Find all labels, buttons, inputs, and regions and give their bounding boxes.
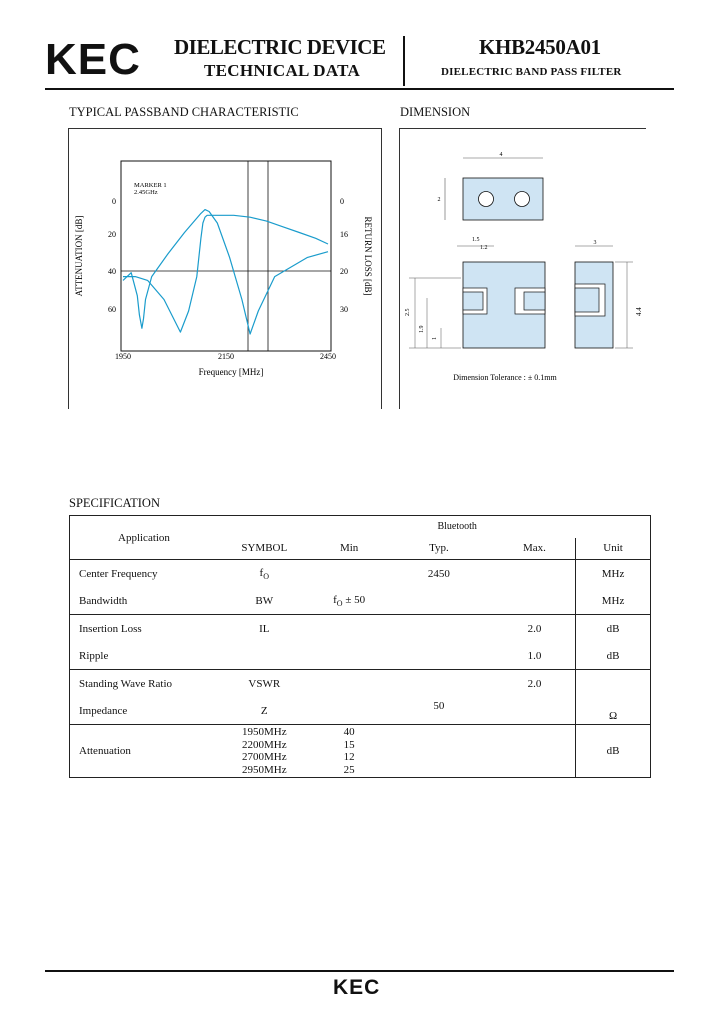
y-tick-left: 0 bbox=[112, 197, 116, 206]
attenuation-freq: 2950MHz bbox=[241, 763, 287, 776]
x-tick: 2450 bbox=[320, 352, 336, 361]
dimension-section-title: DIMENSION bbox=[400, 105, 471, 119]
series-layer bbox=[123, 210, 328, 334]
row-max: 2.0 bbox=[527, 677, 542, 690]
row-min bbox=[314, 643, 384, 670]
row-name: Bandwidth bbox=[70, 588, 215, 615]
attenuation-min: 25 bbox=[343, 763, 355, 776]
row-unit bbox=[576, 670, 651, 698]
kec-logo: KEC bbox=[45, 35, 141, 84]
row-max: 2.0 bbox=[527, 622, 542, 635]
part-number: KHB2450A01 bbox=[479, 35, 601, 59]
marker-label-2: 2.45GHz bbox=[134, 189, 158, 196]
row-typ bbox=[384, 670, 494, 698]
y-tick-right: 30 bbox=[340, 305, 348, 314]
table-row bbox=[70, 643, 651, 670]
application-value: Bluetooth bbox=[214, 516, 650, 538]
table-row bbox=[70, 670, 651, 698]
row-min-prefix: f bbox=[333, 593, 337, 606]
row-max bbox=[494, 560, 576, 588]
row-typ: 2450 bbox=[427, 567, 450, 580]
row-min bbox=[314, 698, 384, 725]
dimension-tolerance: Dimension Tolerance : ± 0.1mm bbox=[453, 373, 557, 382]
row-symbol bbox=[214, 643, 314, 670]
table-row bbox=[70, 698, 651, 725]
dim-pad2: 1.2 bbox=[480, 245, 488, 251]
row-unit: dB bbox=[576, 615, 651, 643]
part-description: DIELECTRIC BAND PASS FILTER bbox=[441, 66, 622, 78]
x-axis-label: Frequency [MHz] bbox=[198, 367, 264, 377]
row-min bbox=[314, 670, 384, 698]
row-name: Standing Wave Ratio bbox=[70, 670, 215, 698]
row-typ bbox=[384, 615, 494, 643]
attenuation-freqs bbox=[214, 725, 314, 778]
header-min: Min bbox=[339, 542, 359, 555]
passband-chart bbox=[68, 128, 380, 408]
y-tick-right: 16 bbox=[340, 230, 348, 239]
row-max bbox=[494, 698, 576, 725]
spec-table bbox=[69, 515, 651, 778]
dimension-drawing bbox=[399, 128, 645, 408]
row-typ bbox=[384, 643, 494, 670]
dim-front-h2: 1.9 bbox=[419, 325, 425, 333]
attenuation-min: 12 bbox=[343, 751, 355, 763]
header-symbol: SYMBOL bbox=[241, 542, 288, 555]
row-typ: 50 bbox=[433, 699, 445, 712]
row-name: Ripple bbox=[70, 643, 215, 670]
spec-section-title: SPECIFICATION bbox=[69, 496, 160, 510]
table-row bbox=[70, 588, 651, 615]
row-min bbox=[314, 615, 384, 643]
dim-front-h1: 2.5 bbox=[405, 308, 411, 316]
document-subtitle: TECHNICAL DATA bbox=[204, 61, 361, 80]
dim-side-height: 4.4 bbox=[635, 307, 643, 316]
table-row bbox=[70, 615, 651, 643]
row-unit: dB bbox=[576, 725, 651, 778]
table-row bbox=[70, 725, 651, 778]
dim-top-height: 2 bbox=[437, 197, 441, 203]
table-row bbox=[70, 560, 651, 588]
y-tick-left: 60 bbox=[108, 305, 116, 314]
row-typ bbox=[384, 588, 494, 615]
row-name: Insertion Loss bbox=[70, 615, 215, 643]
y-tick-right: 20 bbox=[340, 267, 348, 276]
header-divider bbox=[403, 36, 405, 86]
dim-side-width: 3 bbox=[593, 240, 597, 246]
document-title: DIELECTRIC DEVICE bbox=[174, 35, 386, 59]
row-unit: MHz bbox=[576, 588, 651, 615]
row-max: 1.0 bbox=[527, 649, 542, 662]
top-view-body bbox=[463, 178, 543, 220]
row-name: Center Frequency bbox=[70, 560, 215, 588]
row-max bbox=[494, 588, 576, 615]
y-axis-label-left: ATTENUATION [dB] bbox=[74, 215, 84, 297]
y-tick-right: 0 bbox=[340, 197, 344, 206]
attenuation-min: 40 bbox=[343, 726, 355, 738]
attenuation-mins bbox=[314, 725, 384, 778]
header-max: Max. bbox=[522, 542, 546, 555]
series-line-2 bbox=[123, 210, 328, 334]
y-axis-label-right: RETURN LOSS [dB] bbox=[363, 216, 373, 296]
row-min-sub: O bbox=[336, 598, 343, 608]
x-tick: 2150 bbox=[218, 352, 234, 361]
application-label: Application bbox=[70, 516, 215, 560]
attenuation-freq: 2200MHz bbox=[241, 738, 287, 751]
top-view-hole-2 bbox=[515, 192, 530, 207]
row-unit: Ω bbox=[576, 698, 651, 725]
marker-label-1: MARKER 1 bbox=[134, 182, 167, 189]
row-symbol: IL bbox=[259, 622, 270, 635]
row-symbol: BW bbox=[255, 594, 274, 607]
row-min bbox=[314, 560, 384, 588]
dim-top-width: 4 bbox=[499, 152, 503, 158]
header-unit: Unit bbox=[576, 538, 651, 560]
dim-front-h3: 1 bbox=[432, 337, 438, 340]
row-min-suffix: ± 50 bbox=[342, 593, 366, 606]
y-tick-left: 20 bbox=[108, 230, 116, 239]
top-view-hole-1 bbox=[479, 192, 494, 207]
y-tick-left: 40 bbox=[108, 267, 116, 276]
row-name: Impedance bbox=[70, 698, 215, 725]
row-unit: dB bbox=[576, 643, 651, 670]
row-symbol: f bbox=[259, 566, 264, 579]
attenuation-freq: 1950MHz bbox=[241, 726, 287, 738]
row-name: Attenuation bbox=[70, 725, 215, 778]
attenuation-freq: 2700MHz bbox=[241, 751, 287, 763]
row-unit: MHz bbox=[576, 560, 651, 588]
header-rule bbox=[45, 88, 674, 90]
dim-pad1: 1.5 bbox=[472, 237, 480, 243]
row-symbol: Z bbox=[260, 704, 268, 717]
passband-section-title: TYPICAL PASSBAND CHARACTERISTIC bbox=[69, 105, 299, 119]
row-symbol: VSWR bbox=[248, 677, 281, 690]
footer-rule bbox=[45, 970, 674, 972]
attenuation-min: 15 bbox=[343, 738, 355, 751]
x-tick: 1950 bbox=[115, 352, 131, 361]
row-symbol-sub: O bbox=[263, 571, 269, 581]
footer-kec-logo: KEC bbox=[333, 976, 381, 999]
header-typ: Typ. bbox=[429, 542, 449, 555]
